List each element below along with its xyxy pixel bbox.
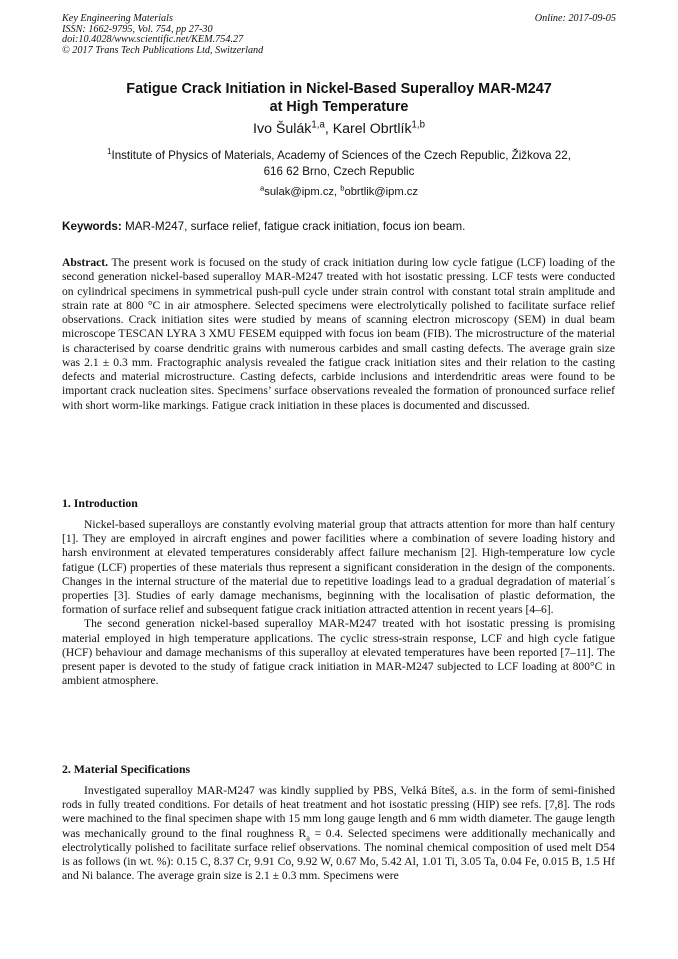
affiliation-text-1: Institute of Physics of Materials, Academy of Sciences of the Czech Republic, Žižkova 22,: [111, 149, 571, 162]
email-b-marker: b: [340, 183, 345, 193]
author-list: [62, 120, 616, 138]
author-2-name: Karel Obrtlík: [332, 121, 412, 137]
section-1-paragraph-2: The second generation nickel-based superalloy MAR-M247 treated with hot isostatic pressing is promising material employed in high temperature applications. The cyclic stress-strain response, LCF and high cycle fatigue (HCF) behaviour and damage mechanisms of this superalloy at elevated temperatures have been reported [7–11]. The present paper is devoted to the study of fatigue crack initiation in MAR-M247 subjected to LCF loading at 800°C in ambient atmosphere.: [62, 617, 615, 688]
section-1-heading: 1. Introduction: [62, 496, 138, 510]
email-separator: ,: [334, 186, 341, 198]
paper-title: [62, 81, 616, 116]
journal-header: [62, 14, 616, 56]
section-2-text-b: = 0.4. Selected specimens were additionally mechanically and electrolytically polished to facilitate surface relief observations. The nominal chemical composition of used melt D54 is as follows (in wt. %): 0.15 C, 8.37 Cr, 9.91 Co, 9.92 W, 0.67 Mo, 5.42 Al, 1.01 Ti, 3.05 Ta, 0.04 Fe, 0.015 B, 1.5 Hf and Ni balance. The average grain size is 2.1 ± 0.3 mm. Specimens were: [62, 826, 615, 883]
section-2-heading: 2. Material Specifications: [62, 762, 191, 776]
email-list: [62, 185, 616, 199]
email-a[interactable]: sulak@ipm.cz: [264, 186, 335, 198]
abstract: [62, 256, 615, 413]
abstract-text: The present work is focused on the study of crack initiation during low cycle fatigue (LCF) loading of the second generation nickel-based superalloy MAR-M247 treated with hot isostatic pressing. LCF tests were conducted on cylindrical specimens in symmetrical push-pull cycle under strain control with constant total strain amplitude and strain rate at 800 °C in air atmosphere. Selected specimens were electrolytically polished to facilitate surface relief observations. Crack initiation sites were studied by means of scanning electron microscopy (SEM) in dual beam microscope TESCAN LYRA 3 XMU FESEM equipped with focus ion beam (FIB). The microstructure of the material is characterised by coarse dendritic grains with numerous carbides and small casting defects. The average grain size was 2.1 ± 0.3 mm. Fractographic analysis revealed the fatigue crack initiation sites and their relation to the casting defects and material microstructure. Casting defects, carbide inclusions and interdendritic areas were found to be important crack nucleation sites. Specimens’ surface observations revealed the formation of pronounced surface relief with short worm-like markings. Fatigue crack initiation in these places is documented and discussed.: [62, 256, 615, 412]
author-1-affil: 1,a: [311, 119, 325, 131]
keywords-text: MAR-M247, surface relief, fatigue crack initiation, focus ion beam.: [121, 220, 466, 233]
author-separator: ,: [324, 121, 333, 137]
section-2-body: [62, 784, 615, 883]
email-b[interactable]: obrtlik@ipm.cz: [344, 186, 418, 198]
title-line-2: at High Temperature: [269, 98, 409, 115]
journal-issn: ISSN: 1662-9795, Vol. 754, pp 27-30: [62, 23, 213, 35]
keywords: [62, 220, 616, 234]
online-date: Online: 2017-09-05: [534, 13, 616, 24]
author-1-name: Ivo Šulák: [253, 121, 312, 137]
journal-copyright: © 2017 Trans Tech Publications Ltd, Switzerland: [62, 44, 264, 56]
journal-doi[interactable]: doi:10.4028/www.scientific.net/KEM.754.27: [62, 34, 244, 46]
keywords-label: Keywords:: [62, 220, 122, 233]
journal-name: Key Engineering Materials: [62, 13, 173, 24]
affiliation-line-1: [62, 148, 616, 164]
affiliation-line-2: 616 62 Brno, Czech Republic: [263, 164, 415, 178]
author-2-affil: 1,b: [411, 119, 425, 131]
section-2-text-a: Investigated superalloy MAR-M247 was kindly supplied by PBS, Velká Bíteš, a.s. in the form of semi-finished rods in fully treated conditions. For details of heat treatment and hot isostatic pressing (HIP) see refs. [7,8]. The rods were machined to the final specimen shape with 15 mm long gauge length and 6 mm width diameter. The gauge length was mechanically ground to the final roughness R: [62, 784, 615, 840]
title-line-1: Fatigue Crack Initiation in Nickel-Based Superalloy MAR-M247: [126, 81, 552, 97]
abstract-label: Abstract.: [62, 256, 109, 269]
affiliation: [62, 148, 616, 179]
affiliation-marker: 1: [107, 147, 112, 157]
section-1-body: [62, 518, 615, 688]
roughness-subscript: a: [306, 832, 310, 842]
journal-info: [62, 14, 616, 56]
email-a-marker: a: [259, 183, 265, 193]
section-2-paragraph-1: [62, 784, 615, 883]
section-1-paragraph-1: Nickel-based superalloys are constantly evolving material group that attracts attention for more than half century [1]. They are employed in aircraft engines and power facilities where a combination of severe loading history and harsh environment at elevated temperatures considerably affect failure mechanism [2]. High-temperature low cycle fatigue (LCF) properties of these materials thus represent a significant consideration in the design of the components. Changes in the internal structure of the material due to repetitive loadings lead to a gradual degradation of material´s properties [3]. Studies of early damage mechanisms, beginning with the localisation of plastic deformation, the formation of surface relief and subsequent fatigue crack initiation attracted attention in recent years [4–6].: [62, 518, 615, 617]
